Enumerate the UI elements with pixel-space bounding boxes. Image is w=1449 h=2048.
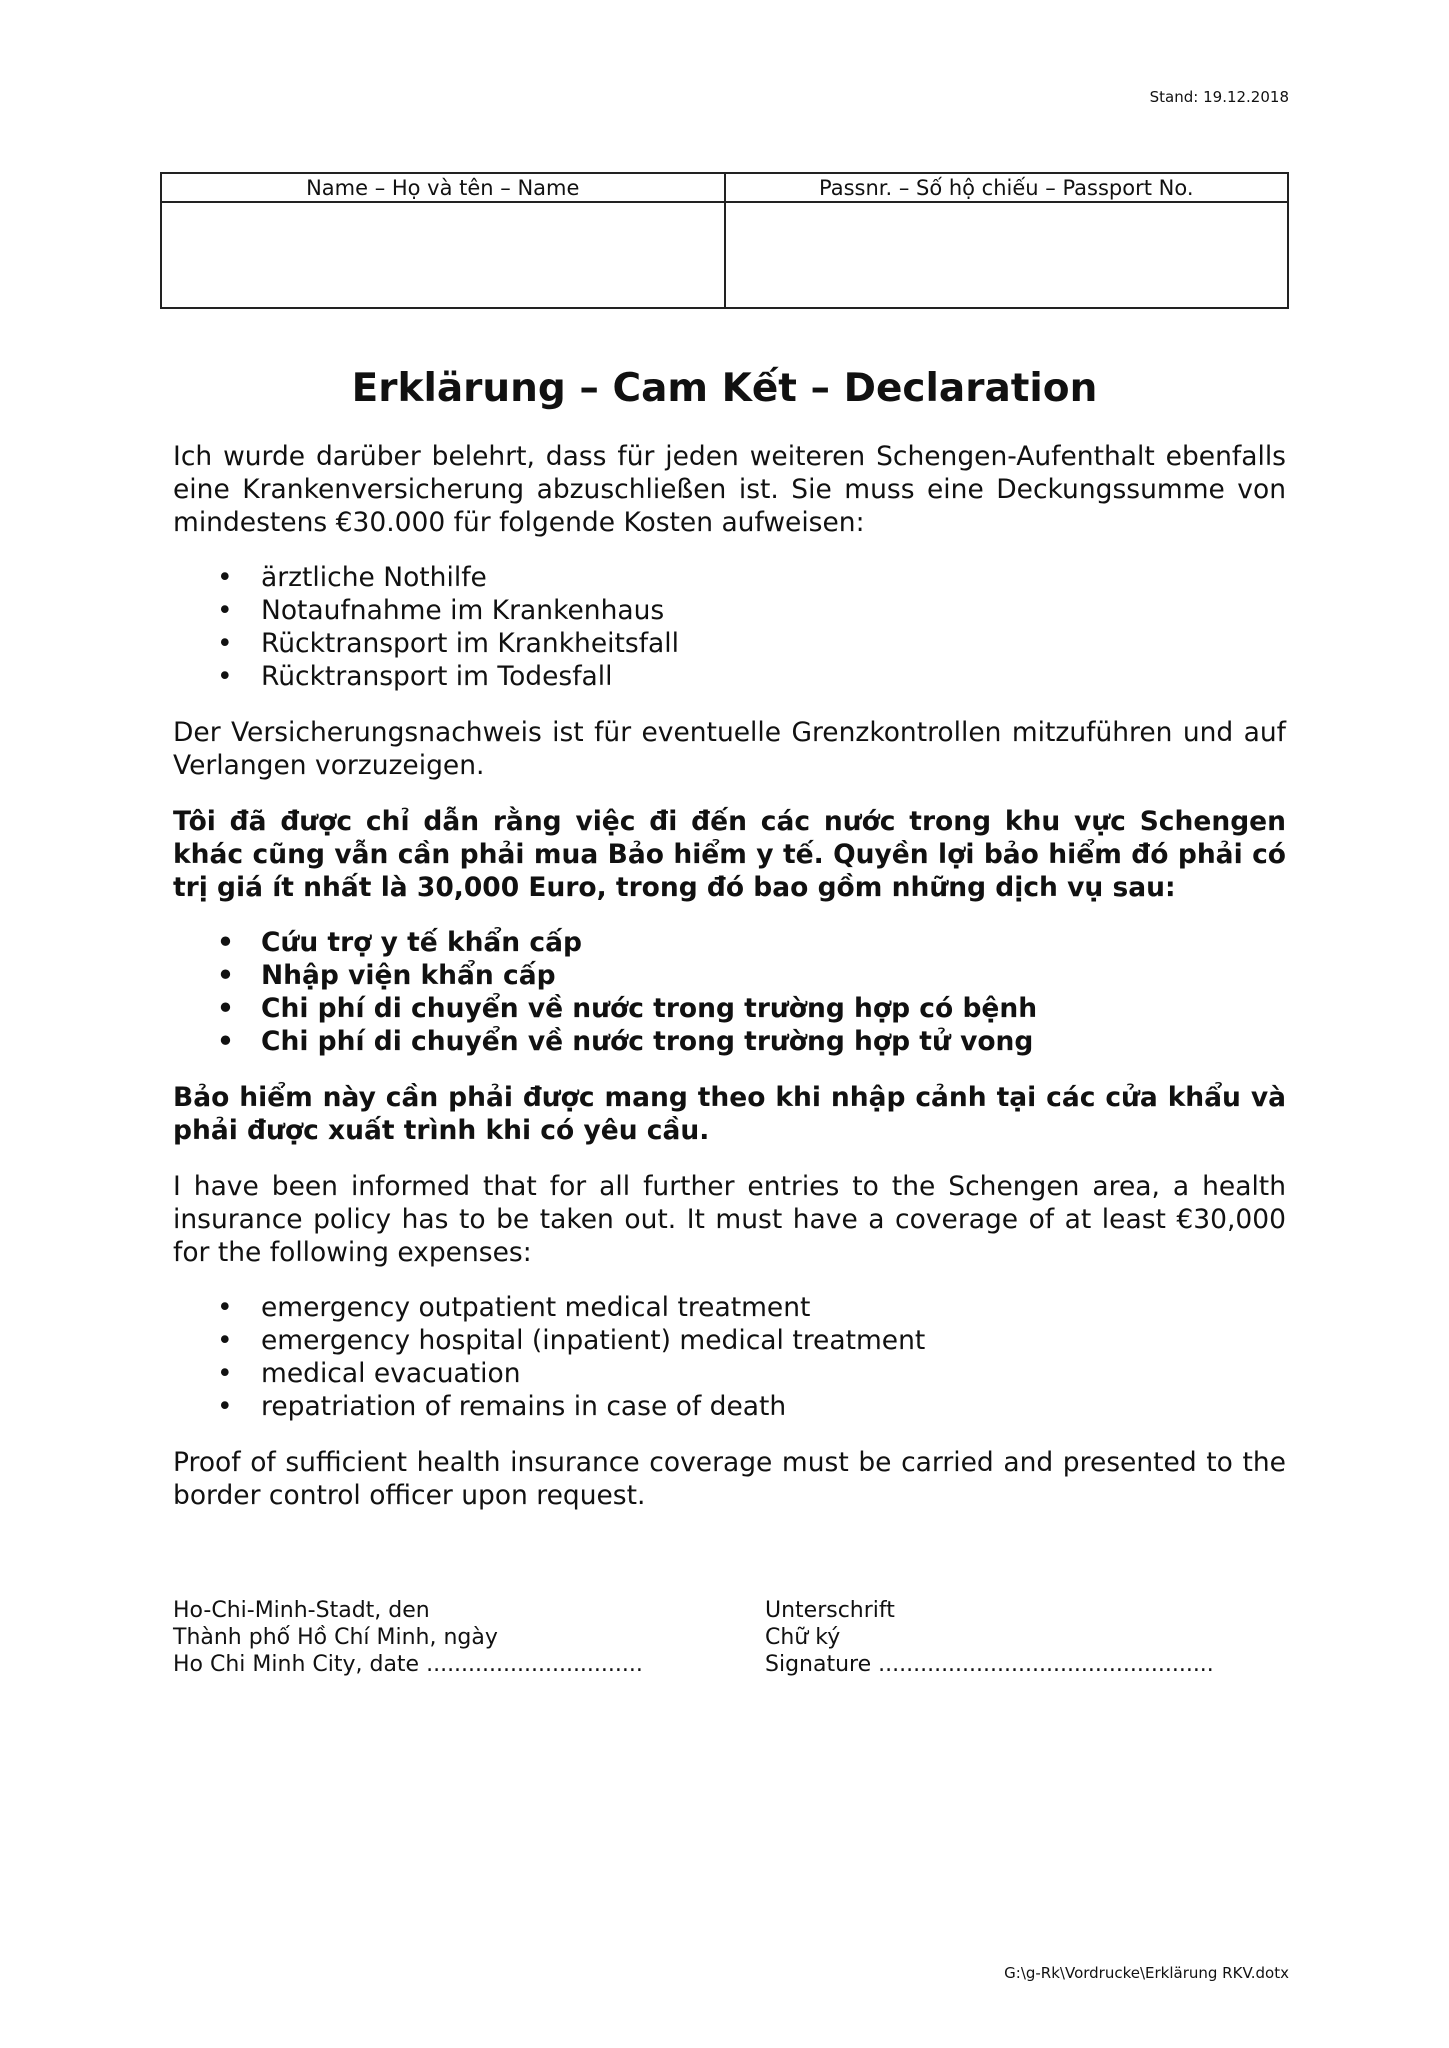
page-title: Erklärung – Cam Kết – Declaration <box>351 366 1098 411</box>
place-date-block <box>173 1597 643 1678</box>
english-closing: Proof of sufficient health insurance coverage must be carried and presented to the border control officer upon request. <box>173 1447 1286 1511</box>
vietnamese-closing: Bảo hiểm này cần phải được mang theo khi nhập cảnh tại các cửa khẩu và phải được xuất trình khi có yêu cầu. <box>173 1082 1286 1146</box>
declaration-body <box>173 440 1286 1512</box>
document-date: Stand: 19.12.2018 <box>1149 88 1289 106</box>
list-item: • emergency outpatient medical treatment <box>261 1291 1286 1324</box>
name-field[interactable] <box>161 202 725 308</box>
german-intro: Ich wurde darüber belehrt, dass für jeden weiteren Schengen-Aufenthalt ebenfalls eine Krankenversicherung abzuschließen ist. Sie muss eine Deckungssumme von mindestens €30.000 für folgende Kosten aufweisen: <box>173 441 1286 538</box>
signature-block <box>765 1597 1214 1678</box>
english-list <box>173 1291 1286 1423</box>
identity-table <box>160 172 1289 309</box>
list-item: • Nhập viện khẩn cấp <box>261 959 1286 992</box>
list-item: • Rücktransport im Todesfall <box>261 660 1286 693</box>
file-path: G:\g-Rk\Vordrucke\Erklärung RKV.dotx <box>1004 1964 1289 1982</box>
place-date-label-en[interactable]: Ho Chi Minh City, date ............................... <box>173 1652 643 1677</box>
list-item: • ärztliche Nothilfe <box>261 561 1286 594</box>
german-list <box>173 561 1286 693</box>
signature-label-vi: Chữ ký <box>765 1625 841 1650</box>
list-item: • Chi phí di chuyển về nước trong trường hợp có bệnh <box>261 992 1286 1025</box>
list-item: • Rücktransport im Krankheitsfall <box>261 627 1286 660</box>
english-intro: I have been informed that for all further entries to the Schengen area, a health insurance policy has to be taken out. It must have a coverage of at least €30,000 for the following expenses: <box>173 1171 1286 1268</box>
list-item: • emergency hospital (inpatient) medical treatment <box>261 1324 1286 1357</box>
signature-label-en[interactable]: Signature ................................................ <box>765 1652 1214 1677</box>
passport-field[interactable] <box>725 202 1289 308</box>
signature-label-de: Unterschrift <box>765 1598 895 1623</box>
place-date-label-de: Ho-Chi-Minh-Stadt, den <box>173 1598 430 1623</box>
list-item: • Cứu trợ y tế khẩn cấp <box>261 926 1286 959</box>
passport-column-header: Passnr. – Số hộ chiếu – Passport No. <box>725 173 1289 202</box>
name-column-header: Name – Họ và tên – Name <box>161 173 725 202</box>
place-date-label-vi: Thành phố Hồ Chí Minh, ngày <box>173 1625 498 1650</box>
list-item: • repatriation of remains in case of death <box>261 1390 1286 1423</box>
list-item: • medical evacuation <box>261 1357 1286 1390</box>
vietnamese-list <box>173 926 1286 1058</box>
german-closing: Der Versicherungsnachweis ist für eventuelle Grenzkontrollen mitzuführen und auf Verlangen vorzuzeigen. <box>173 717 1286 781</box>
list-item: • Chi phí di chuyển về nước trong trường hợp tử vong <box>261 1025 1286 1058</box>
vietnamese-intro: Tôi đã được chỉ dẫn rằng việc đi đến các nước trong khu vực Schengen khác cũng vẫn cần phải mua Bảo hiểm y tế. Quyền lợi bảo hiểm đó phải có trị giá ít nhất là 30,000 Euro, trong đó bao gồm những dịch vụ sau: <box>173 806 1286 903</box>
list-item: • Notaufnahme im Krankenhaus <box>261 594 1286 627</box>
